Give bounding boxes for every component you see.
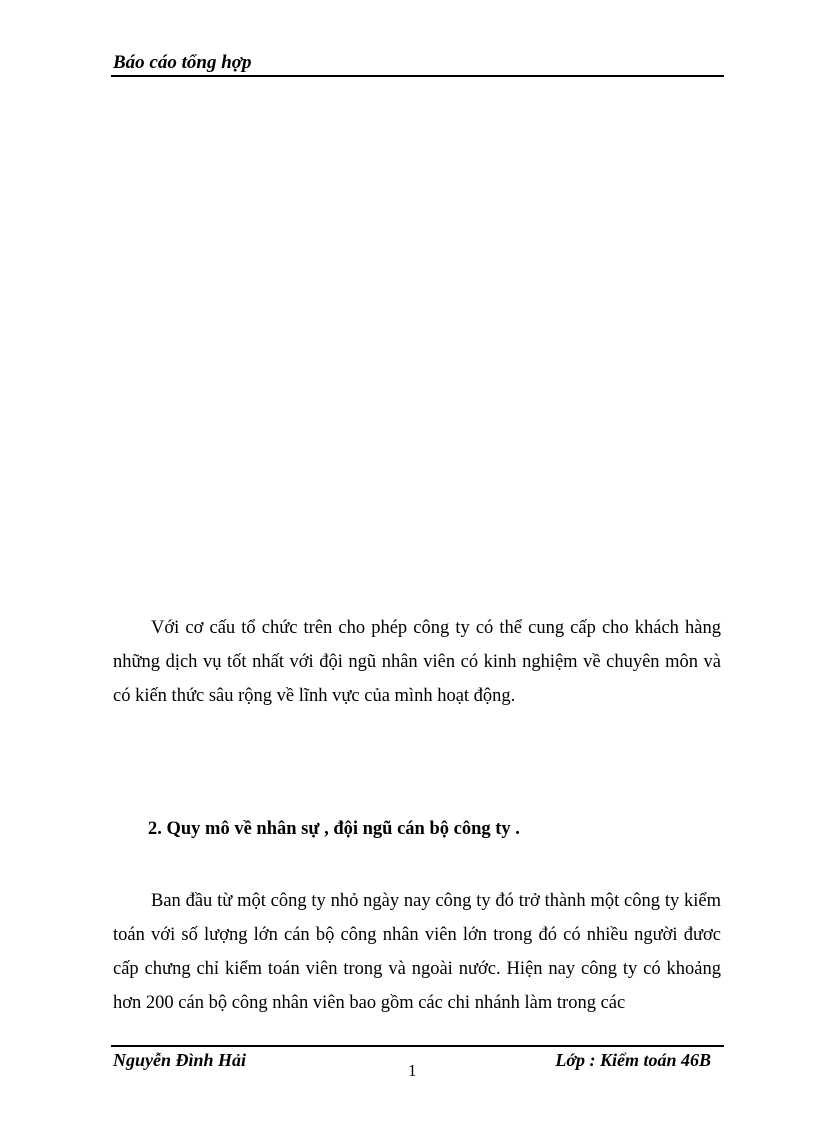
section-heading: 2. Quy mô về nhân sự , đội ngũ cán bộ công ty . [148, 819, 520, 839]
body-paragraph-1 [113, 611, 721, 713]
footer-author: Nguyễn Đình Hải [113, 1050, 247, 1070]
body-paragraph-2 [113, 884, 721, 1020]
paragraph-text: Ban đầu từ một công ty nhỏ ngày nay công ty đó trở thành một công ty kiểm toán với số lượng lớn cán bộ công nhân viên lớn trong đó có nhiều người đươc cấp chưng chỉ kiểm toán viên trong và ngoài nước. Hiện nay công ty có khoảng hơn 200 cán bộ công nhân viên bao gồm các chi nhánh làm trong các [113, 891, 721, 1013]
header-divider [111, 75, 724, 77]
page-number: 1 [408, 1061, 417, 1080]
page-header-title: Báo cáo tổng hợp [113, 52, 252, 73]
footer-class-label: Lớp : Kiểm toán 46B [555, 1050, 711, 1070]
footer-divider [111, 1045, 724, 1047]
paragraph-text: Với cơ cấu tổ chức trên cho phép công ty có thể cung cấp cho khách hàng những dịch vụ tốt nhất với đội ngũ nhân viên có kinh nghiệm về chuyên môn và có kiến thức sâu rộng về lĩnh vực của mình hoạt động. [113, 618, 721, 706]
